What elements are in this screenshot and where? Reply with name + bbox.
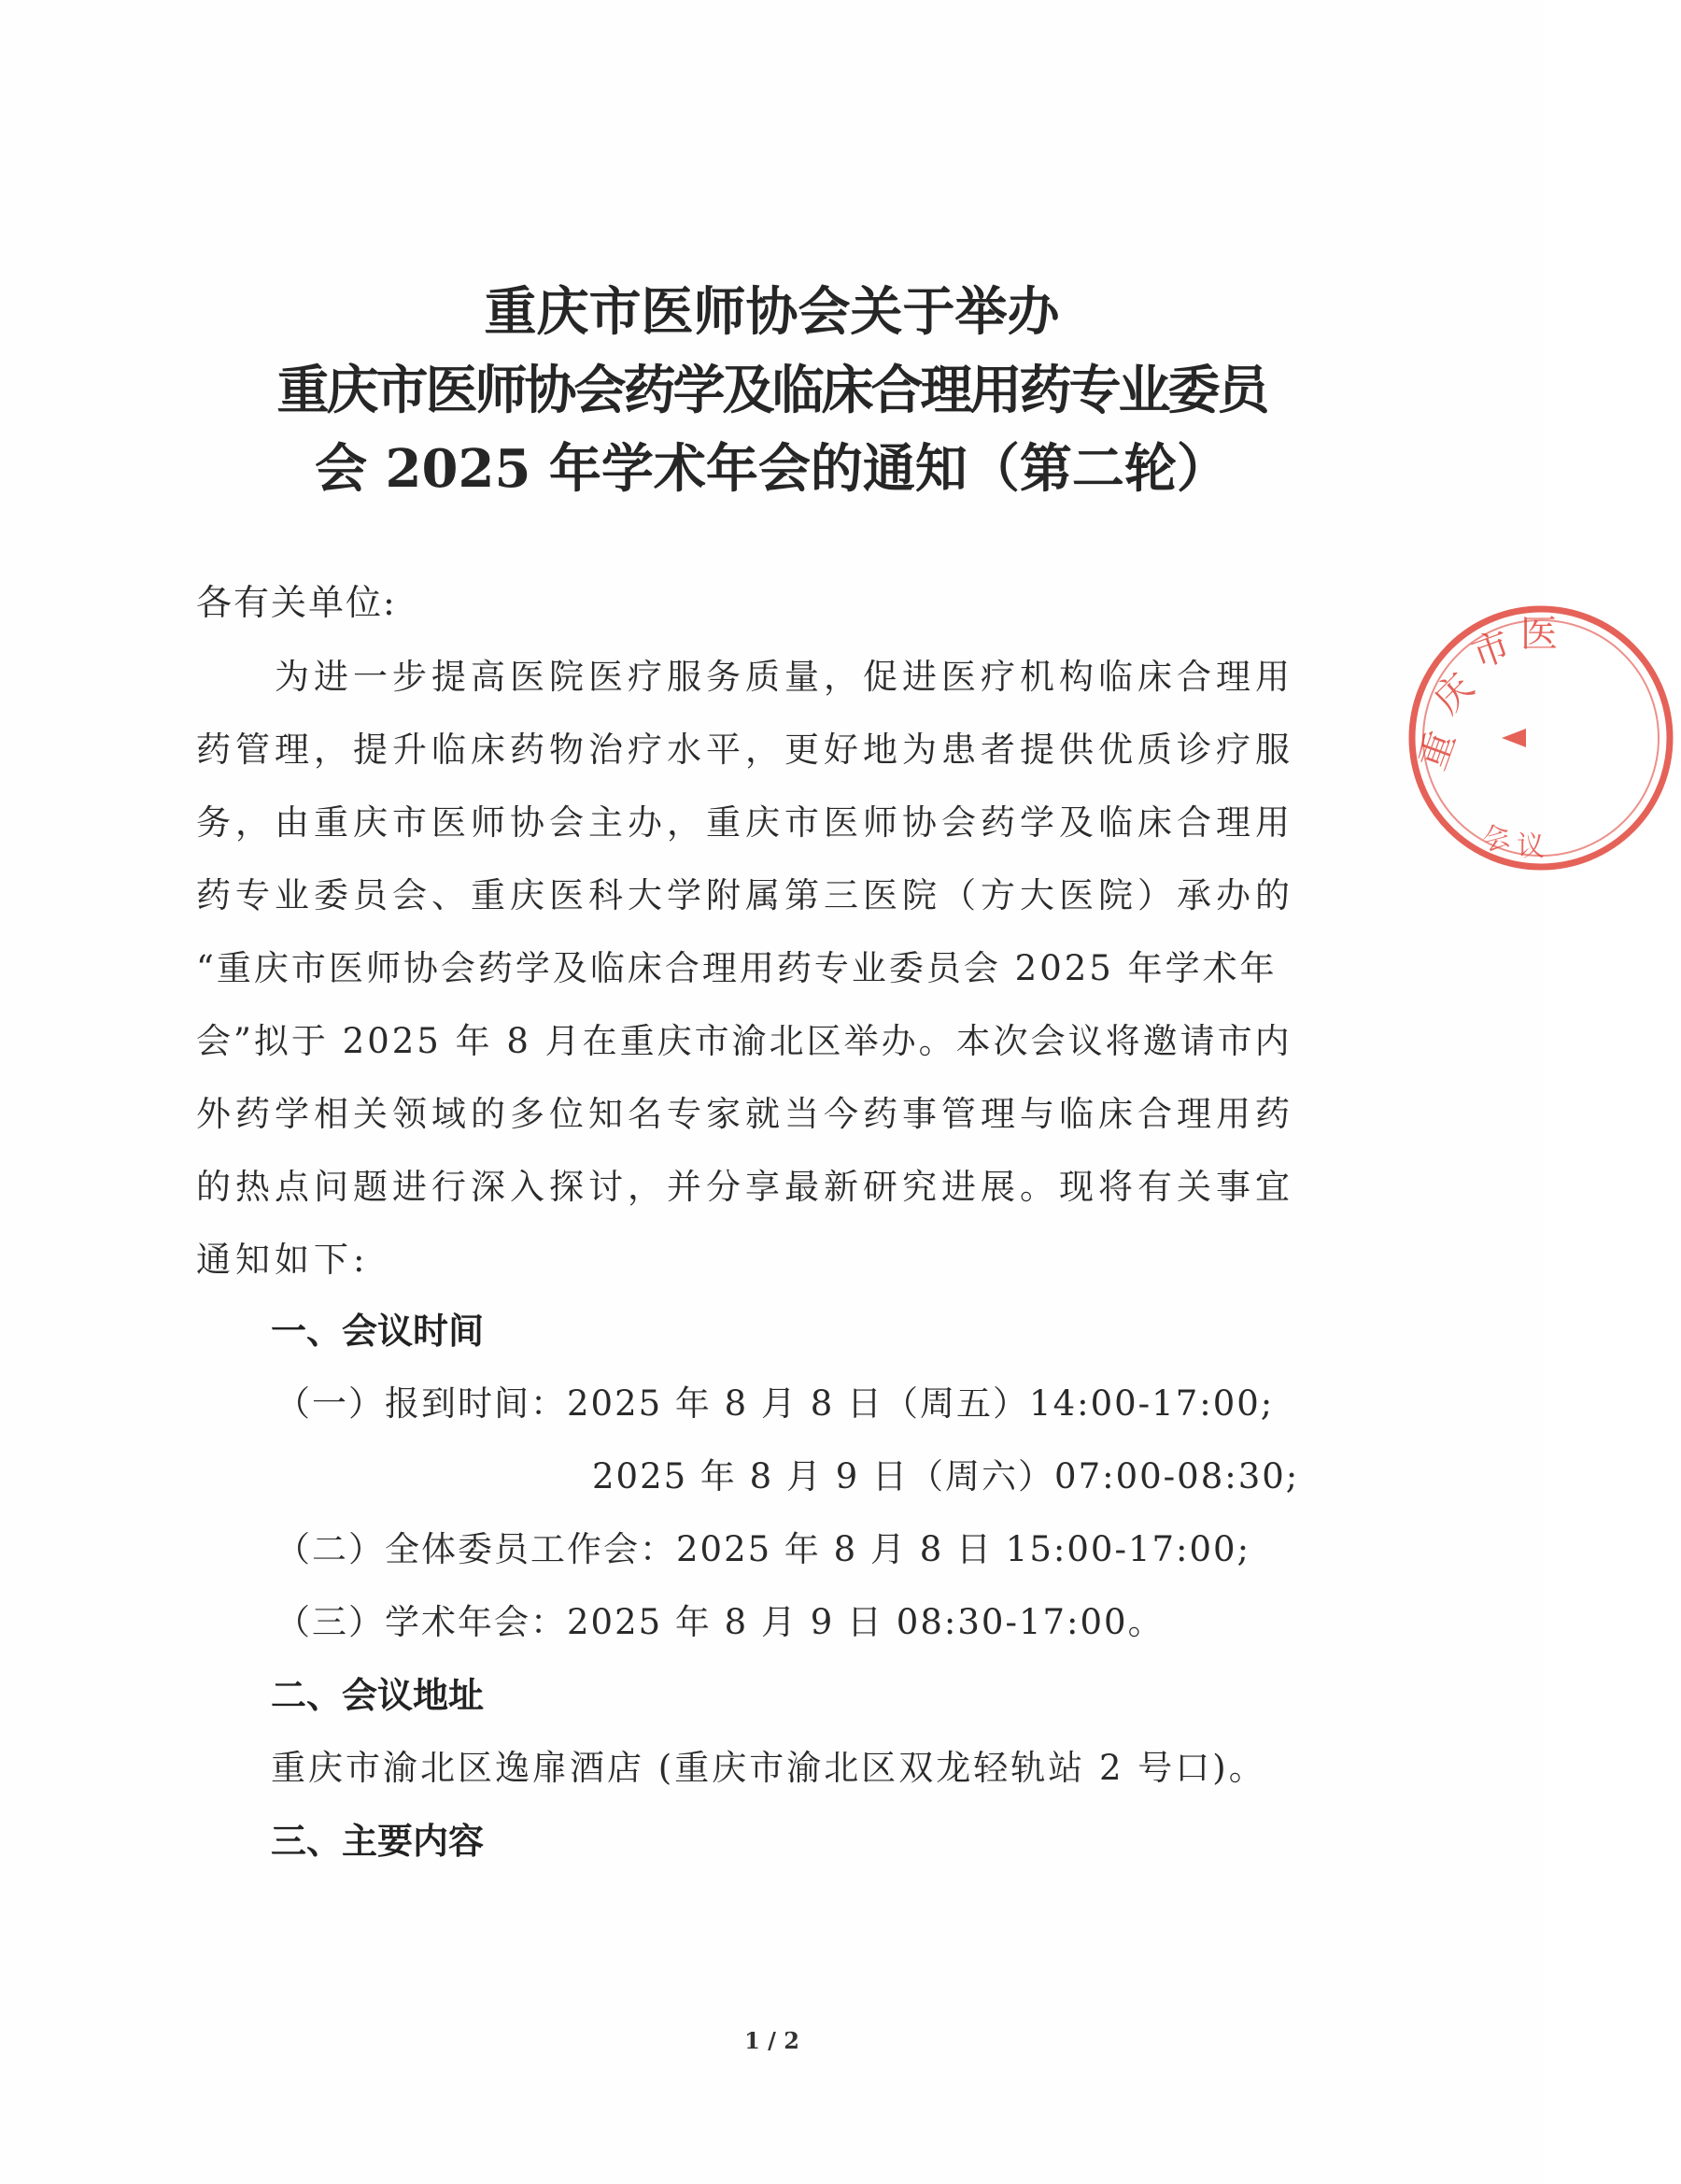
paragraph-line: 会”拟于 2025 年 8 月在重庆市渝北区举办。本次会议将邀请市内 [196, 1021, 1293, 1061]
paragraph-line: 外药学相关领域的多位知名专家就当今药事管理与临床合理用药 [196, 1094, 1294, 1134]
committee-meeting-time: （二）全体委员工作会：2025 年 8 月 8 日 15:00-17:00; [275, 1529, 1251, 1569]
document-title [0, 273, 1544, 508]
paragraph-line: 药管理，提升临床药物治疗水平，更好地为患者提供优质诊疗服 [196, 730, 1294, 770]
page-number: 1 / 2 [744, 2027, 799, 2054]
svg-text:议: 议 [1517, 830, 1545, 863]
meeting-address: 重庆市渝北区逸扉酒店 (重庆市渝北区双龙轻轨站 2 号口)。 [271, 1748, 1266, 1788]
title-line-2: 重庆市医师协会药学及临床合理用药专业委员 [276, 360, 1267, 421]
title-line-3: 会 2025 年学术年会的通知（第二轮） [315, 438, 1229, 500]
academic-meeting-time: （三）学术年会：2025 年 8 月 9 日 08:30-17:00。 [275, 1602, 1165, 1642]
section-heading-meeting-time: 一、会议时间 [271, 1311, 485, 1352]
official-seal-icon [1401, 598, 1681, 878]
registration-time: （一）报到时间：2025 年 8 月 8 日（周五）14:00-17:00; [275, 1383, 1275, 1424]
section-heading-content: 三、主要内容 [271, 1821, 485, 1862]
paragraph-line: 务，由重庆市医师协会主办，重庆市医师协会药学及临床合理用 [196, 802, 1294, 843]
title-line-1: 重庆市医师协会关于举办 [484, 281, 1060, 343]
registration-time-2: 2025 年 8 月 9 日（周六）07:00-08:30; [592, 1456, 1300, 1496]
paragraph-line: 通知如下: [196, 1240, 370, 1280]
paragraph-line: 的热点问题进行深入探讨，并分享最新研究进展。现将有关事宜 [196, 1167, 1294, 1207]
svg-text:市: 市 [1466, 623, 1517, 677]
paragraph-line: 药专业委员会、重庆医科大学附属第三医院（方大医院）承办的 [196, 875, 1294, 915]
section-heading-address: 二、会议地址 [271, 1675, 485, 1716]
paragraph-line: “重庆市医师协会药学及临床合理用药专业委员会 2025 年学术年 [196, 948, 1278, 988]
salutation: 各有关单位: [196, 582, 397, 623]
paragraph-line: 为进一步提高医院医疗服务质量，促进医疗机构临床合理用 [275, 657, 1294, 697]
svg-text:重: 重 [1410, 725, 1464, 775]
svg-text:庆: 庆 [1425, 665, 1483, 723]
svg-text:会: 会 [1478, 818, 1515, 858]
svg-text:医: 医 [1520, 613, 1558, 656]
